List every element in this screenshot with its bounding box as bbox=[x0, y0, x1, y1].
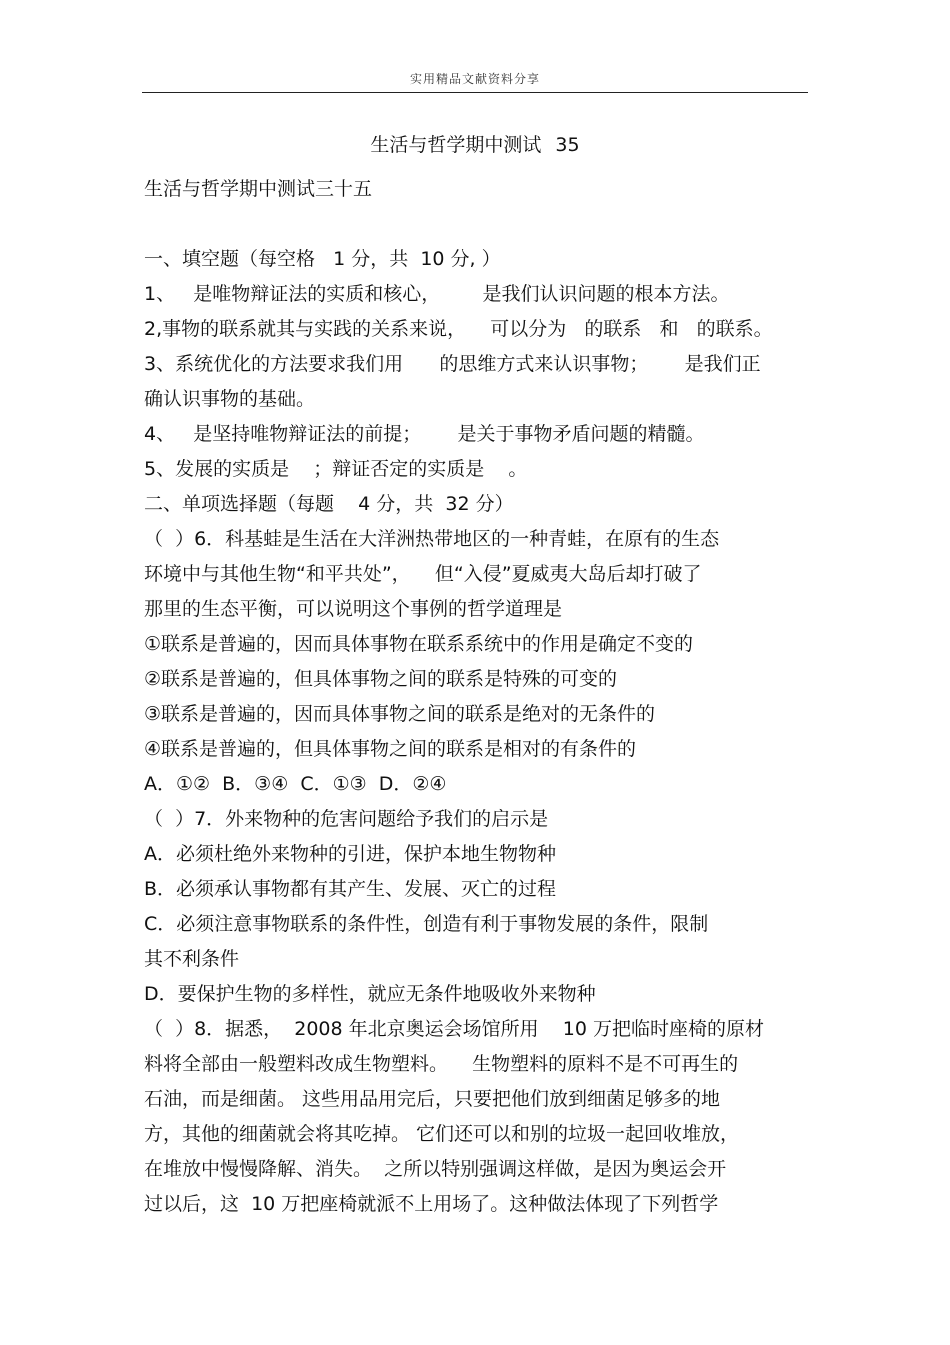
blank-line bbox=[144, 207, 824, 242]
answer-option-c-cont: 其不利条件 bbox=[144, 948, 240, 970]
question-3-cont: 确认识事物的基础。 bbox=[144, 388, 316, 410]
document-body bbox=[144, 172, 824, 1222]
question-8-cont: 石油，而是细菌。 这些用品用完后，只要把他们放到细菌足够多的地 bbox=[144, 1088, 721, 1110]
question-1: 1、 是唯物辩证法的实质和核心， 是我们认识问题的根本方法。 bbox=[144, 283, 730, 305]
question-7: （ ）7．外来物种的危害问题给予我们的启示是 bbox=[144, 808, 549, 830]
section-heading-choice: 二、单项选择题（每题 4 分，共 32 分） bbox=[144, 493, 514, 515]
question-6-cont: 环境中与其他生物“和平共处”， 但“入侵”夏威夷大岛后却打破了 bbox=[144, 563, 702, 585]
answer-option-b: B．必须承认事物都有其产生、发展、灭亡的过程 bbox=[144, 878, 557, 900]
question-2: 2,事物的联系就其与实践的关系来说， 可以分为 的联系 和 的联系。 bbox=[144, 318, 773, 340]
answer-option-a: A．必须杜绝外来物种的引进，保护本地生物物种 bbox=[144, 843, 556, 865]
title-text: 生活与哲学期中测试 bbox=[370, 134, 542, 156]
question-8-cont: 料将全部由一般塑料改成生物塑料。 生物塑料的原料不是不可再生的 bbox=[144, 1053, 739, 1075]
question-5: 5、发展的实质是 ；辩证否定的实质是 。 bbox=[144, 458, 528, 480]
question-8: （ ）8．据悉， 2008 年北京奥运会场馆所用 10 万把临时座椅的原材 bbox=[144, 1018, 765, 1040]
question-3: 3、系统优化的方法要求我们用 的思维方式来认识事物； 是我们正 bbox=[144, 353, 761, 375]
section-heading-fill-blank: 一、填空题（每空格 1 分，共 10 分, ） bbox=[144, 248, 501, 270]
subtitle: 生活与哲学期中测试三十五 bbox=[144, 178, 373, 200]
answer-option-d: D．要保护生物的多样性，就应无条件地吸收外来物种 bbox=[144, 983, 596, 1005]
question-8-cont: 过以后，这 10 万把座椅就派不上用场了。这种做法体现了下列哲学 bbox=[144, 1193, 719, 1215]
question-6-cont: 那里的生态平衡，可以说明这个事例的哲学道理是 bbox=[144, 598, 563, 620]
option-statement: ④联系是普遍的，但具体事物之间的联系是相对的有条件的 bbox=[144, 738, 637, 760]
question-8-cont: 在堆放中慢慢降解、消失。 之所以特别强调这样做，是因为奥运会开 bbox=[144, 1158, 727, 1180]
answer-options: A．①② B．③④ C．①③ D．②④ bbox=[144, 773, 447, 795]
answer-option-c: C．必须注意事物联系的条件性，创造有利于事物发展的条件，限制 bbox=[144, 913, 709, 935]
question-8-cont: 方，其他的细菌就会将其吃掉。 它们还可以和别的垃圾一起回收堆放， bbox=[144, 1123, 740, 1145]
question-4: 4、 是坚持唯物辩证法的前提； 是关于事物矛盾问题的精髓。 bbox=[144, 423, 705, 445]
title-number: 35 bbox=[555, 134, 580, 156]
header-rule bbox=[142, 92, 808, 93]
option-statement: ②联系是普遍的，但具体事物之间的联系是特殊的可变的 bbox=[144, 668, 618, 690]
option-statement: ③联系是普遍的，因而具体事物之间的联系是绝对的无条件的 bbox=[144, 703, 656, 725]
option-statement: ①联系是普遍的，因而具体事物在联系系统中的作用是确定不变的 bbox=[144, 633, 694, 655]
page-header: 实用精品文献资料分享 bbox=[409, 72, 540, 86]
page-title bbox=[0, 130, 950, 157]
question-6: （ ）6．科基蛙是生活在大洋洲热带地区的一种青蛙，在原有的生态 bbox=[144, 528, 720, 550]
